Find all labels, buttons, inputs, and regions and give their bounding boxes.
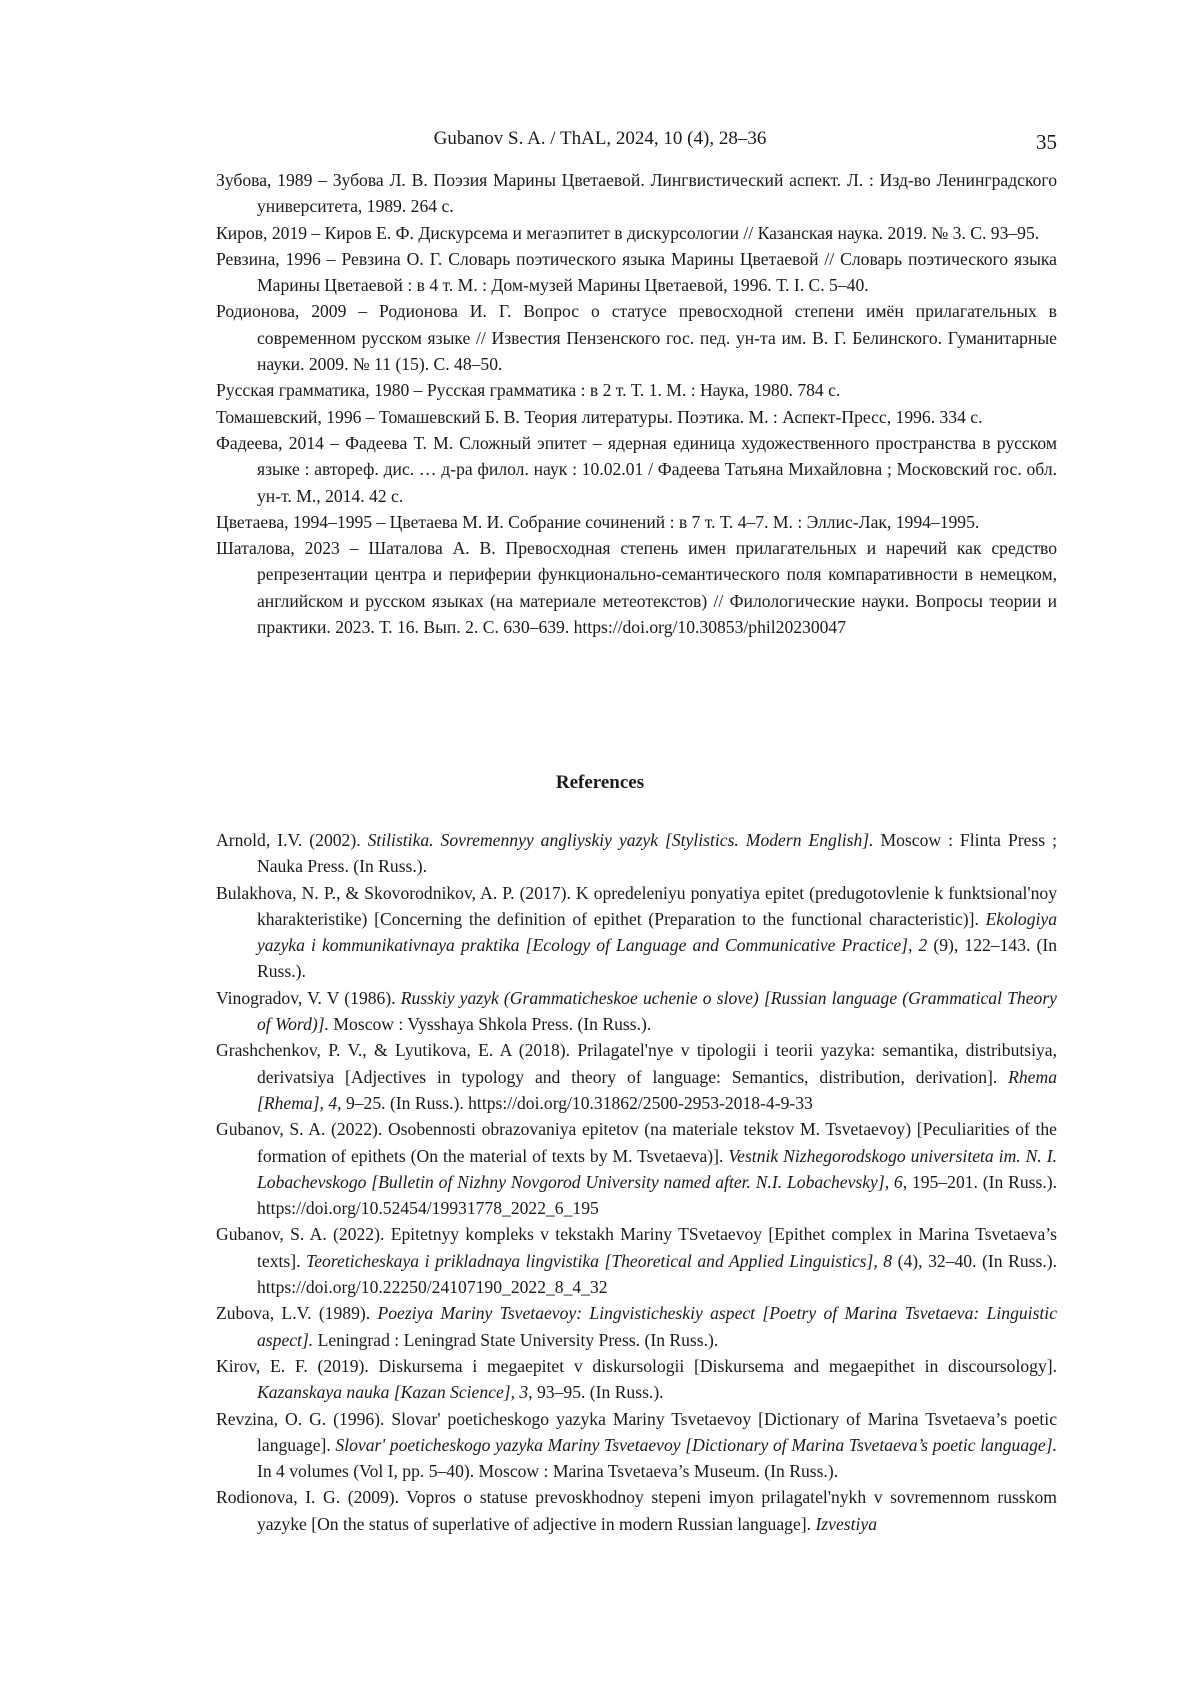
english-reference-list	[216, 827, 1057, 1537]
reference-entry: Русская грамматика, 1980 – Русская грамматика : в 2 т. Т. 1. М. : Наука, 1980. 784 с.	[216, 380, 841, 401]
reference-entry: Родионова, 2009 – Родионова И. Г. Вопрос о статусе превосходной степени имён прилагательных в современном русском языке // Известия Пензенского гос. пед. ун-та им. В. Г. Белинского. Гуманитарные науки. 2009. № 11 (15). С. 48–50.	[216, 301, 1057, 375]
reference-text: Leningrad : Leningrad State University Press. (In Russ.).	[313, 1329, 719, 1350]
reference-source-title: Stilistika. Sovremennyy angliyskiy yazyk [Stylistics. Modern English].	[367, 830, 874, 850]
reference-text: , 195–201. (In Russ.). https://doi.org/10.52454/19931778_2022_6_195	[257, 1171, 1057, 1219]
reference-entry: Цветаева, 1994–1995 – Цветаева М. И. Собрание сочинений : в 7 т. Т. 4–7. М. : Эллис-Лак, 1994–1995.	[216, 511, 980, 532]
reference-source-title: Vestnik Nizhegorodskogo universiteta im. N. I. Lobachevskogo [Bulletin of Nizhny Novgorod University named after. N.I. Lobachevsky], 6	[257, 1145, 1058, 1192]
reference-text: Moscow : Flinta Press ; Nauka Press. (In Russ.).	[257, 830, 1057, 877]
reference-source-title: Slovar' poeticheskogo yazyka Mariny Tsvetaevoy [Dictionary of Marina Tsvetaeva’s poetic language].	[335, 1434, 1057, 1455]
russian-reference-list	[216, 167, 1057, 640]
reference-entry	[216, 880, 1057, 985]
reference-text: Revzina, O. G. (1996). Slovar' poeticheskogo yazyka Mariny Tsvetaevoy [Dictionary of Marina Tsvetaeva’s poetic language].	[216, 1408, 1057, 1455]
reference-text: (9), 122–143. (In Russ.).	[257, 935, 1058, 982]
reference-source-title: Russkiy yazyk (Grammaticheskoe uchenie o slove) [Russian language (Grammatical Theory of Word)].	[257, 987, 1057, 1035]
reference-entry	[216, 827, 1057, 880]
reference-entry	[216, 1037, 1057, 1116]
reference-entry	[216, 1116, 1057, 1221]
reference-text: Gubanov, S. A. (2022). Osobennosti obrazovaniya epitetov (na materiale tekstov M. Tsvetaevoy) [Peculiarities of the formation of epithets (On the material of texts by M. Tsvetaeva)].	[216, 1119, 1057, 1166]
references-heading: References	[555, 772, 645, 793]
reference-entry: Шаталова, 2023 – Шаталова А. В. Превосходная степень имен прилагательных и наречий как средство репрезентации центра и периферии функционально-семантического поля компаративности в немецком, английском и русском языках (на материале метеотекстов) // Филологические науки. Вопросы теории и практики. 2023. Т. 16. Вып. 2. С. 630–639. https://doi.org/10.30853/phil20230047	[216, 538, 1057, 638]
reference-entry	[216, 1406, 1057, 1485]
reference-text: Bulakhova, N. P., & Skovorodnikov, A. P. (2017). K opredeleniyu ponyatiya epitet (predugotovlenie k funktsional'noy kharakteristike) [Concerning the definition of epithet (Preparation to the functional characteristic)].	[216, 882, 1057, 929]
reference-source-title: Izvestiya	[815, 1513, 877, 1534]
reference-source-title: Ekologiya yazyka i kommunikativnaya praktika [Ecology of Language and Communicative Practice], 2	[257, 908, 1057, 956]
reference-entry	[216, 1484, 1057, 1537]
reference-entry: Киров, 2019 – Киров Е. Ф. Дискурсема и мегаэпитет в дискурсологии // Казанская наука. 2019. № 3. С. 93–95.	[216, 222, 1040, 243]
reference-text: Grashchenkov, P. V., & Lyutikova, E. A (2018). Prilagatel'nye v tipologii i teorii yazyka: semantika, distributsiya, derivatsiya [Adjectives in typology and theory of language: Semantics, distribution, derivation].	[216, 1040, 1057, 1087]
reference-entry: Фадеева, 2014 – Фадеева Т. М. Сложный эпитет – ядерная единица художественного пространства в русском языке : автореф. дис. … д-ра филол. наук : 10.02.01 / Фадеева Татьяна Михайловна ; Московский гос. обл. ун-т. М., 2014. 42 с.	[216, 432, 1057, 506]
reference-text: Arnold, I.V. (2002).	[216, 830, 368, 850]
reference-text: Rodionova, I. G. (2009). Vopros o statuse prevoskhodnoy stepeni imyon prilagatel'nykh v sovremennom russkom yazyke [On the status of superlative of adjective in modern Russian language].	[216, 1487, 1057, 1534]
reference-entry	[216, 1353, 1057, 1406]
reference-source-title: Rhema [Rhema], 4	[257, 1066, 1057, 1113]
reference-entry	[216, 1221, 1057, 1300]
reference-text: (4), 32–40. (In Russ.). https://doi.org/10.22250/24107190_2022_8_4_32	[257, 1250, 1057, 1298]
reference-source-title: Kazanskaya nauka [Kazan Science], 3	[257, 1382, 529, 1403]
reference-entry: Ревзина, 1996 – Ревзина О. Г. Словарь поэтического языка Марины Цветаевой // Словарь поэтического языка Марины Цветаевой : в 4 т. М. : Дом-музей Марины Цветаевой, 1996. Т. I. С. 5–40.	[216, 248, 1057, 296]
reference-text: , 9–25. (In Russ.). https://doi.org/10.31862/2500-2953-2018-4-9-33	[337, 1092, 813, 1113]
reference-entry	[216, 985, 1057, 1038]
reference-text: Kirov, E. F. (2019). Diskursema i megaepitet v diskursologii [Diskursema and megaepithet in discoursology].	[216, 1355, 1057, 1376]
page-number: 35	[1036, 130, 1057, 154]
reference-source-title: Poeziya Mariny Tsvetaevoy: Lingvisticheskiy aspect [Poetry of Marina Tsvetaeva: Linguistic aspect].	[257, 1303, 1057, 1350]
running-head: Gubanov S. A. / ThAL, 2024, 10 (4), 28–36	[433, 128, 767, 149]
reference-text: Moscow : Vysshaya Shkola Press. (In Russ.).	[329, 1014, 652, 1035]
reference-entry: Томашевский, 1996 – Томашевский Б. В. Теория литературы. Поэтика. М. : Аспект-Пресс, 1996. 334 с.	[216, 406, 983, 427]
reference-text: Zubova, L.V. (1989).	[216, 1303, 378, 1324]
reference-text: , 93–95. (In Russ.).	[528, 1382, 664, 1403]
reference-entry: Зубова, 1989 – Зубова Л. В. Поэзия Марины Цветаевой. Лингвистический аспект. Л. : Изд-во Ленинградского университета, 1989. 264 с.	[216, 170, 1057, 217]
reference-text: In 4 volumes (Vol I, pp. 5–40). Moscow : Marina Tsvetaeva’s Museum. (In Russ.).	[257, 1461, 839, 1482]
reference-text: Gubanov, S. A. (2022). Epitetnyy kompleks v tekstakh Mariny TSvetaevoy [Epithet complex in Marina Tsvetaeva’s texts].	[216, 1224, 1057, 1271]
reference-source-title: Teoreticheskaya i prikladnaya lingvistika [Theoretical and Applied Linguistics], 8	[306, 1250, 893, 1271]
reference-entry	[216, 1300, 1057, 1353]
reference-text: Vinogradov, V. V (1986).	[216, 987, 401, 1008]
